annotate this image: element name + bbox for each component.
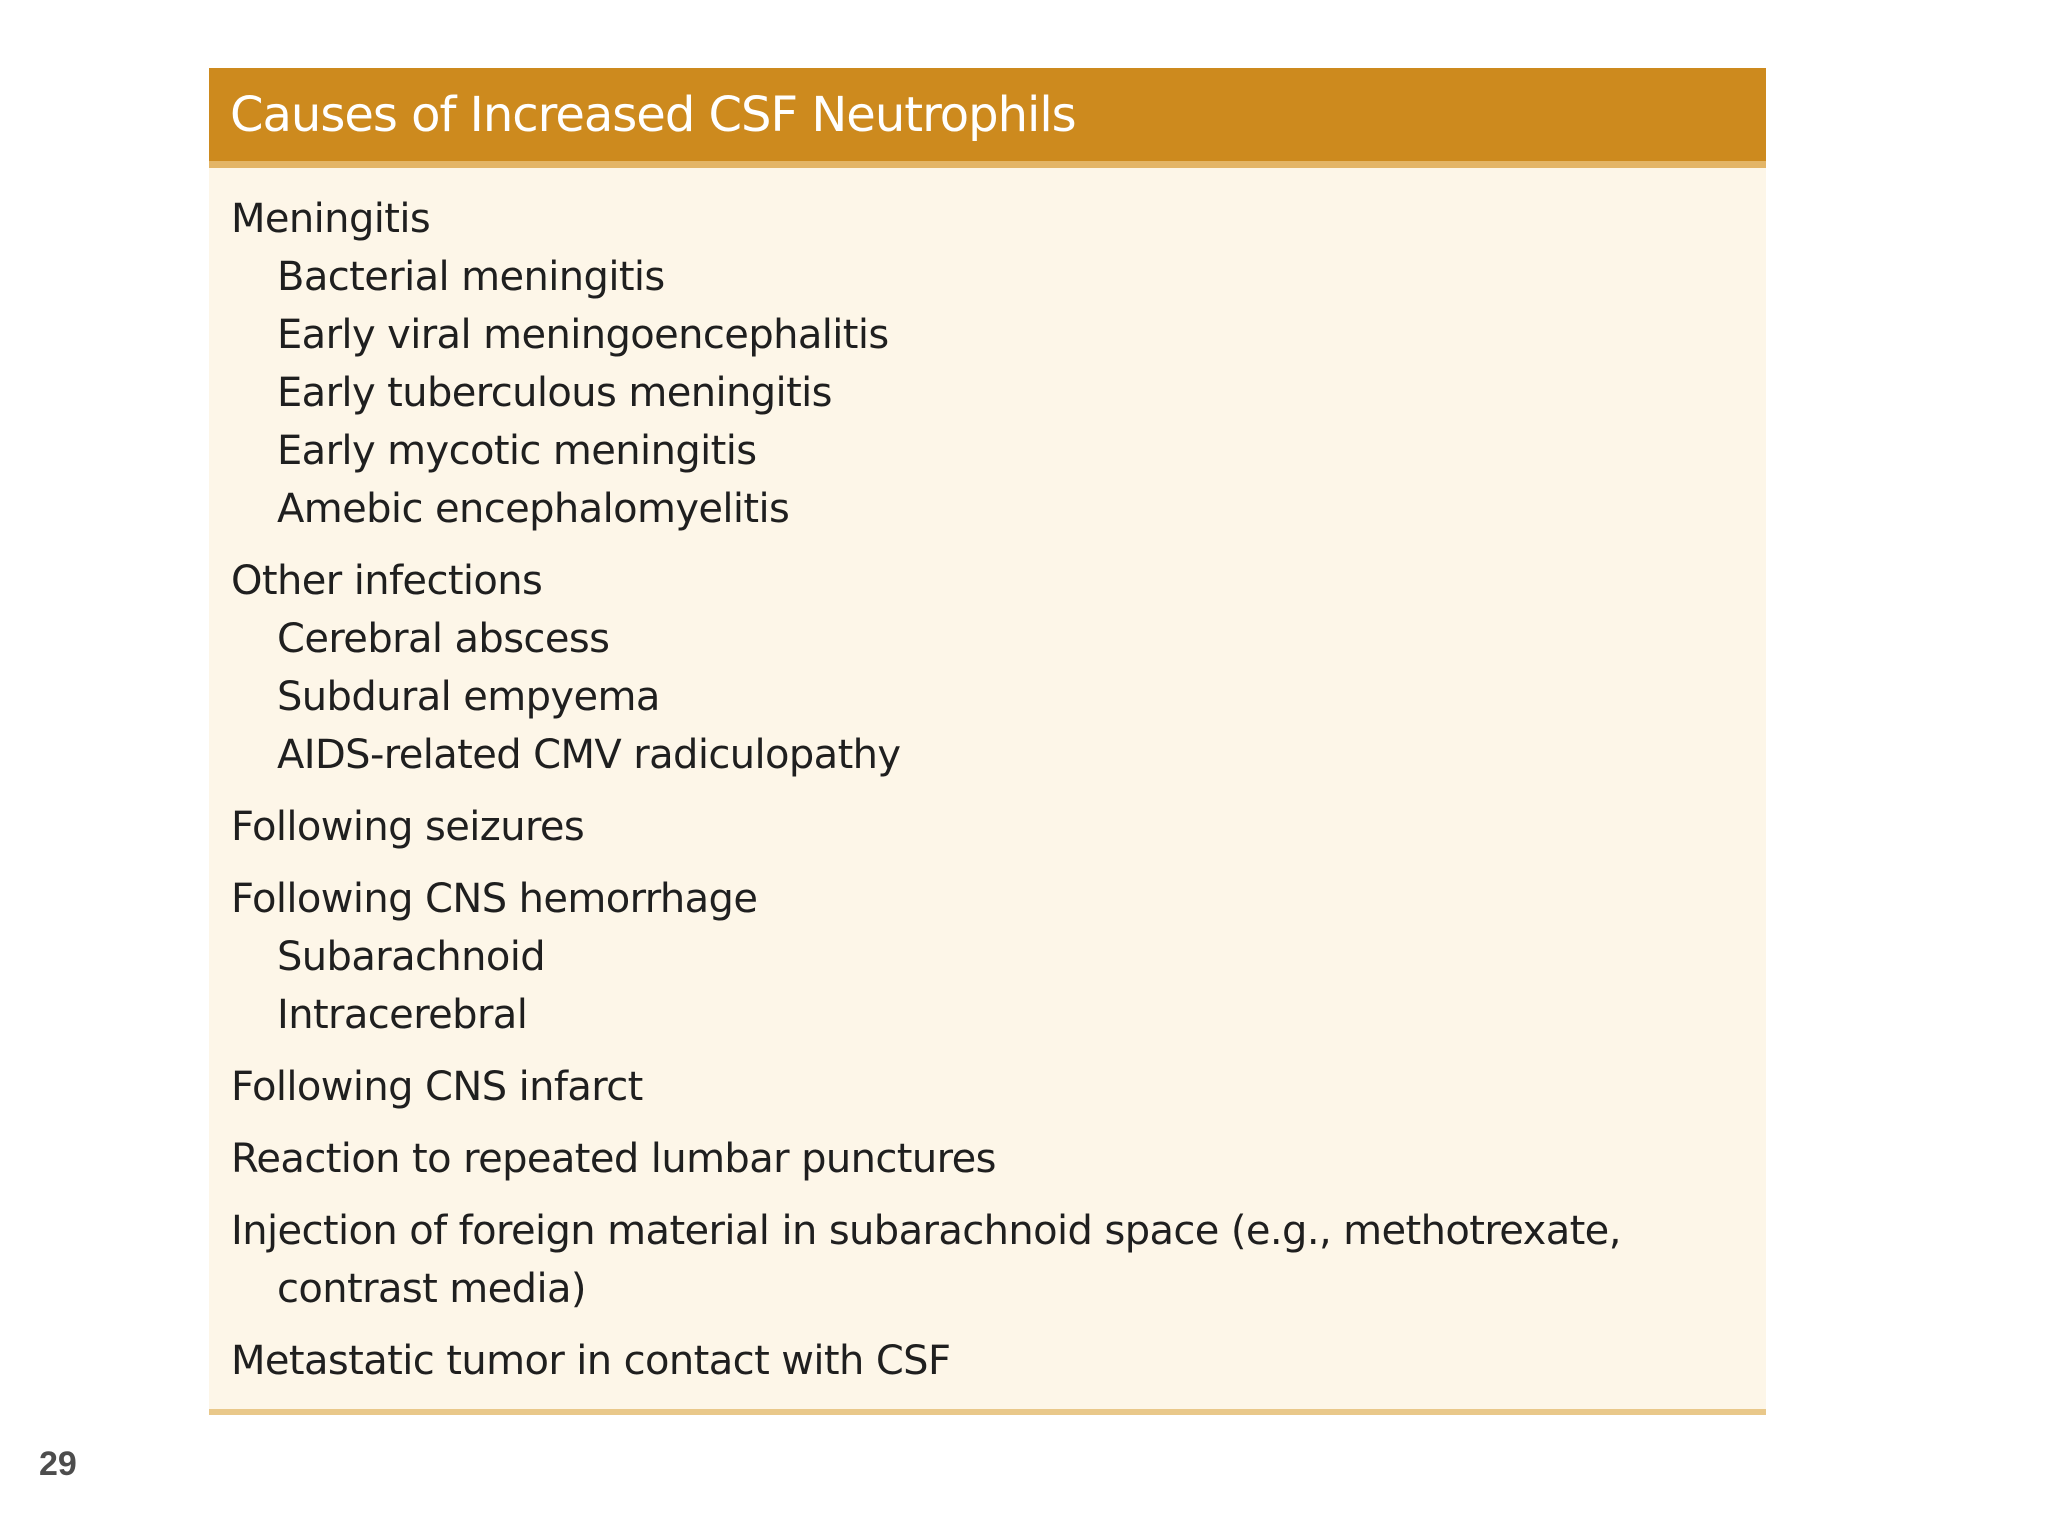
group-cns-infarct (231, 1058, 1766, 1116)
list-item: Subdural empyema (277, 674, 660, 720)
list-item: Bacterial meningitis (277, 254, 665, 300)
causes-table (209, 68, 1766, 1415)
group-cns-hemorrhage (231, 870, 1766, 1044)
group-heading: Metastatic tumor in contact with CSF (231, 1338, 951, 1384)
group-heading: Injection of foreign material in subarachnoid space (e.g., methotrexate, (231, 1208, 1621, 1254)
page-number: 29 (39, 1445, 77, 1483)
group-lumbar-punctures (231, 1130, 1766, 1188)
group-other-infections (231, 552, 1766, 784)
group-heading: Reaction to repeated lumbar punctures (231, 1136, 996, 1182)
list-item: Intracerebral (277, 992, 528, 1038)
list-item: Early viral meningoencephalitis (277, 312, 889, 358)
list-item: Early tuberculous meningitis (277, 370, 832, 416)
table-body (209, 168, 1766, 1390)
group-heading: Following CNS hemorrhage (231, 876, 758, 922)
group-heading: Following seizures (231, 804, 585, 850)
group-metastatic-tumor (231, 1332, 1766, 1390)
group-heading: Following CNS infarct (231, 1064, 643, 1110)
group-foreign-material (231, 1202, 1766, 1318)
group-meningitis (231, 190, 1766, 538)
list-item: Subarachnoid (277, 934, 546, 980)
group-following-seizures (231, 798, 1766, 856)
list-item: Amebic encephalomyelitis (277, 486, 790, 532)
group-heading: Other infections (231, 558, 543, 604)
table-title: Causes of Increased CSF Neutrophils (230, 86, 1076, 143)
list-item: Early mycotic meningitis (277, 428, 757, 474)
list-item: AIDS-related CMV radiculopathy (277, 732, 901, 778)
table-header (209, 68, 1766, 168)
group-heading: Meningitis (231, 196, 431, 242)
list-item: Cerebral abscess (277, 616, 610, 662)
group-heading-continuation: contrast media) (277, 1266, 586, 1312)
